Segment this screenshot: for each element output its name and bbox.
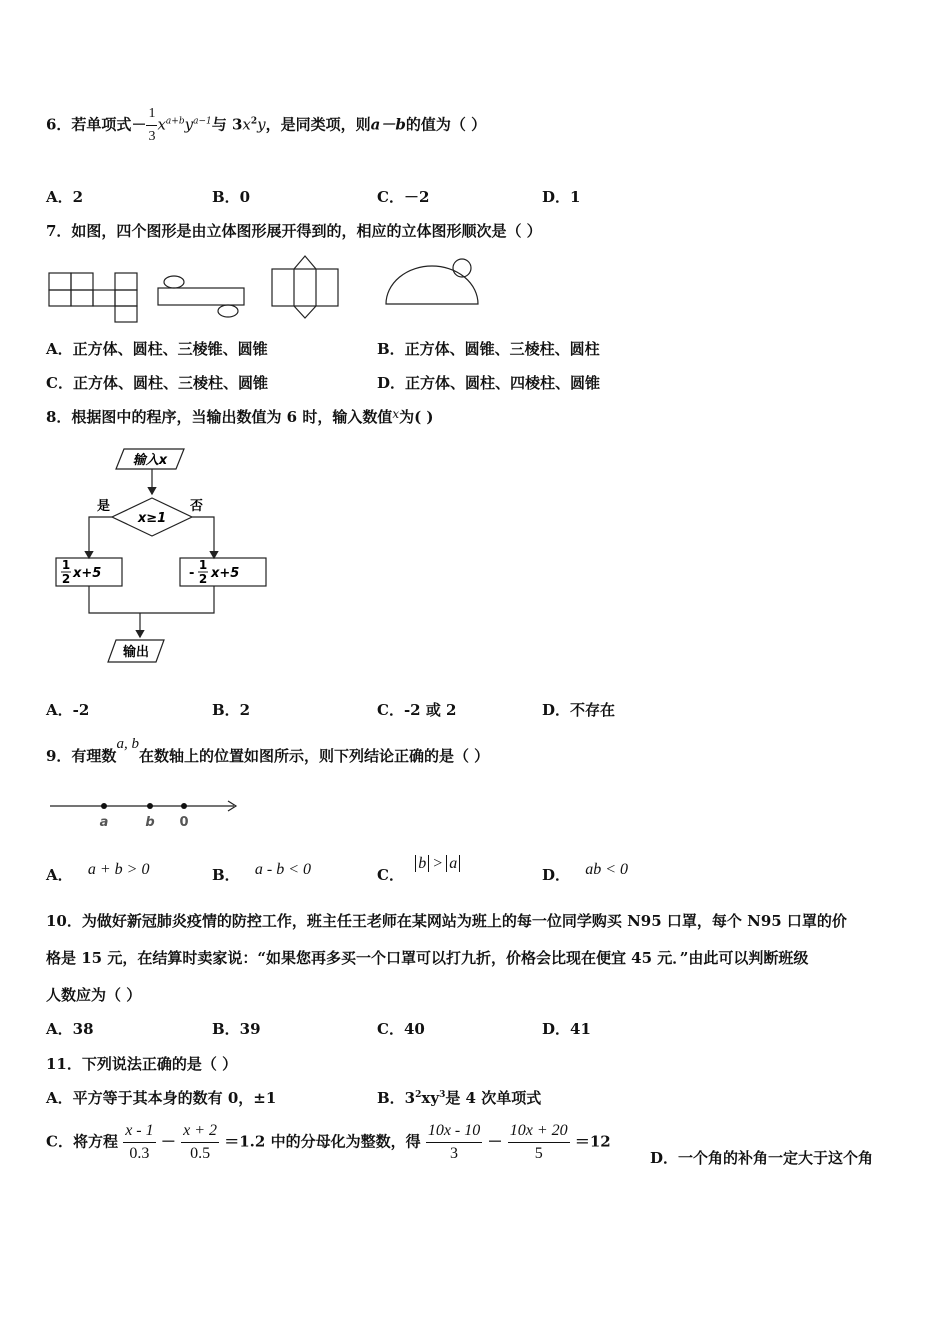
flow-yes-label: 是 [97, 499, 111, 514]
q10-stem-line2: 格是 15 元，在结算时卖家说：“如果您再多买一个口罩可以打九折，价格会比现在便宜 45 元．”由此可以判断班级 [46, 949, 809, 967]
svg-text:x+5: x+5 [73, 566, 102, 581]
axis-label-b: b [145, 815, 155, 830]
q9-option-d: D． ab < 0 [542, 861, 629, 884]
q8-option-b: B．2 [212, 701, 251, 719]
q9-option-c: C． b > a [377, 852, 460, 873]
fraction-2: $\frac{x + 2}{0.5}$ [183, 1122, 218, 1162]
flow-left-expr [61, 558, 101, 586]
q6-fraction: $\frac{1}{3}$ [146, 103, 157, 148]
q11-option-b: B．$3^2xy^3$是 4 次单项式 [377, 1089, 542, 1107]
q9-stem: 9．有理数a, b在数轴上的位置如图所示，则下列结论正确的是（ ） [46, 736, 490, 765]
cylinder-net [158, 276, 244, 317]
q8-option-a: A．-2 [46, 701, 90, 719]
q10-option-d: D．41 [542, 1020, 591, 1038]
svg-text:1: 1 [198, 558, 208, 572]
q7-option-b: B．正方体、圆锥、三棱柱、圆柱 [377, 340, 600, 358]
svg-text:2: 2 [198, 572, 208, 586]
q8-flowchart [40, 440, 290, 680]
q6-option-a: A．2 [46, 188, 84, 206]
q9-number-line [44, 796, 244, 832]
q6-option-b: B．0 [212, 188, 251, 206]
svg-text:2: 2 [61, 572, 71, 586]
q10-option-a: A．38 [46, 1020, 94, 1038]
flow-no-label: 否 [190, 499, 204, 514]
fraction-1: $\frac{x - 1}{0.3}$ [125, 1122, 154, 1162]
flow-right-expr [189, 558, 239, 586]
q7-option-c: C．正方体、圆柱、三棱柱、圆锥 [46, 374, 268, 392]
q11-option-c: C．将方程 $\frac{x - 1}{0.3}$ － $\frac{x + 2}{0.5}$ ＝1.2 中的分母化为整数，得 $\frac{10x - 10}{3}$ － $\frac{10x + 20}{5}$ ＝12 [46, 1120, 611, 1165]
axis-label-0: 0 [179, 815, 189, 830]
q7-stem: 7．如图，四个图形是由立体图形展开得到的，相应的立体图形顺次是（ ） [46, 222, 542, 240]
svg-text:x+5: x+5 [211, 566, 240, 581]
q11-option-d: D．一个角的补角一定大于这个角 [650, 1149, 874, 1167]
q9-option-b: B． a - b < 0 [212, 861, 312, 884]
q8-option-c: C．-2 或 2 [377, 701, 457, 719]
axis-label-a: a [99, 815, 109, 830]
fraction-4: $\frac{10x + 20}{5}$ [509, 1122, 568, 1162]
q11-option-a: A．平方等于其本身的数有 0，±1 [46, 1089, 277, 1107]
q9-option-a: A． a + b > 0 [46, 861, 150, 884]
cone-net [386, 259, 478, 304]
flow-condition-label: x≥1 [137, 511, 167, 526]
q10-option-c: C．40 [377, 1020, 425, 1038]
q11-stem: 11．下列说法正确的是（ ） [46, 1055, 238, 1073]
flow-input-label: 输入x [132, 453, 168, 468]
cube-net [49, 273, 137, 322]
svg-text:1: 1 [61, 558, 71, 572]
q7-option-d: D．正方体、圆柱、四棱柱、圆锥 [377, 374, 601, 392]
svg-text:-: - [189, 566, 195, 581]
q10-option-b: B．39 [212, 1020, 261, 1038]
q8-option-d: D．不存在 [542, 701, 616, 719]
q10-stem-line3: 人数应为（ ） [46, 986, 142, 1004]
q10-stem-line1: 10．为做好新冠肺炎疫情的防控工作，班主任王老师在某网站为班上的每一位同学购买 N95 口罩，每个 N95 口罩的价 [46, 912, 847, 930]
q8-stem: 8．根据图中的程序，当输出数值为 6 时，输入数值$^x$为( ) [46, 407, 434, 426]
flow-output-label: 输出 [122, 645, 150, 660]
fraction-3: $\frac{10x - 10}{3}$ [427, 1122, 481, 1162]
prism-net [272, 256, 338, 318]
q7-option-a: A．正方体、圆柱、三棱锥、圆锥 [46, 340, 268, 358]
q6-option-c: C．－2 [377, 188, 430, 206]
q6-option-d: D．1 [542, 188, 581, 206]
q6-stem: 6．若单项式－ $\frac{1}{3}$ $x^{a+b}y^{a-1}$与 $3x^2y$，是同类项，则a－b的值为（ ） [46, 103, 486, 148]
q7-nets-figure [40, 252, 510, 327]
